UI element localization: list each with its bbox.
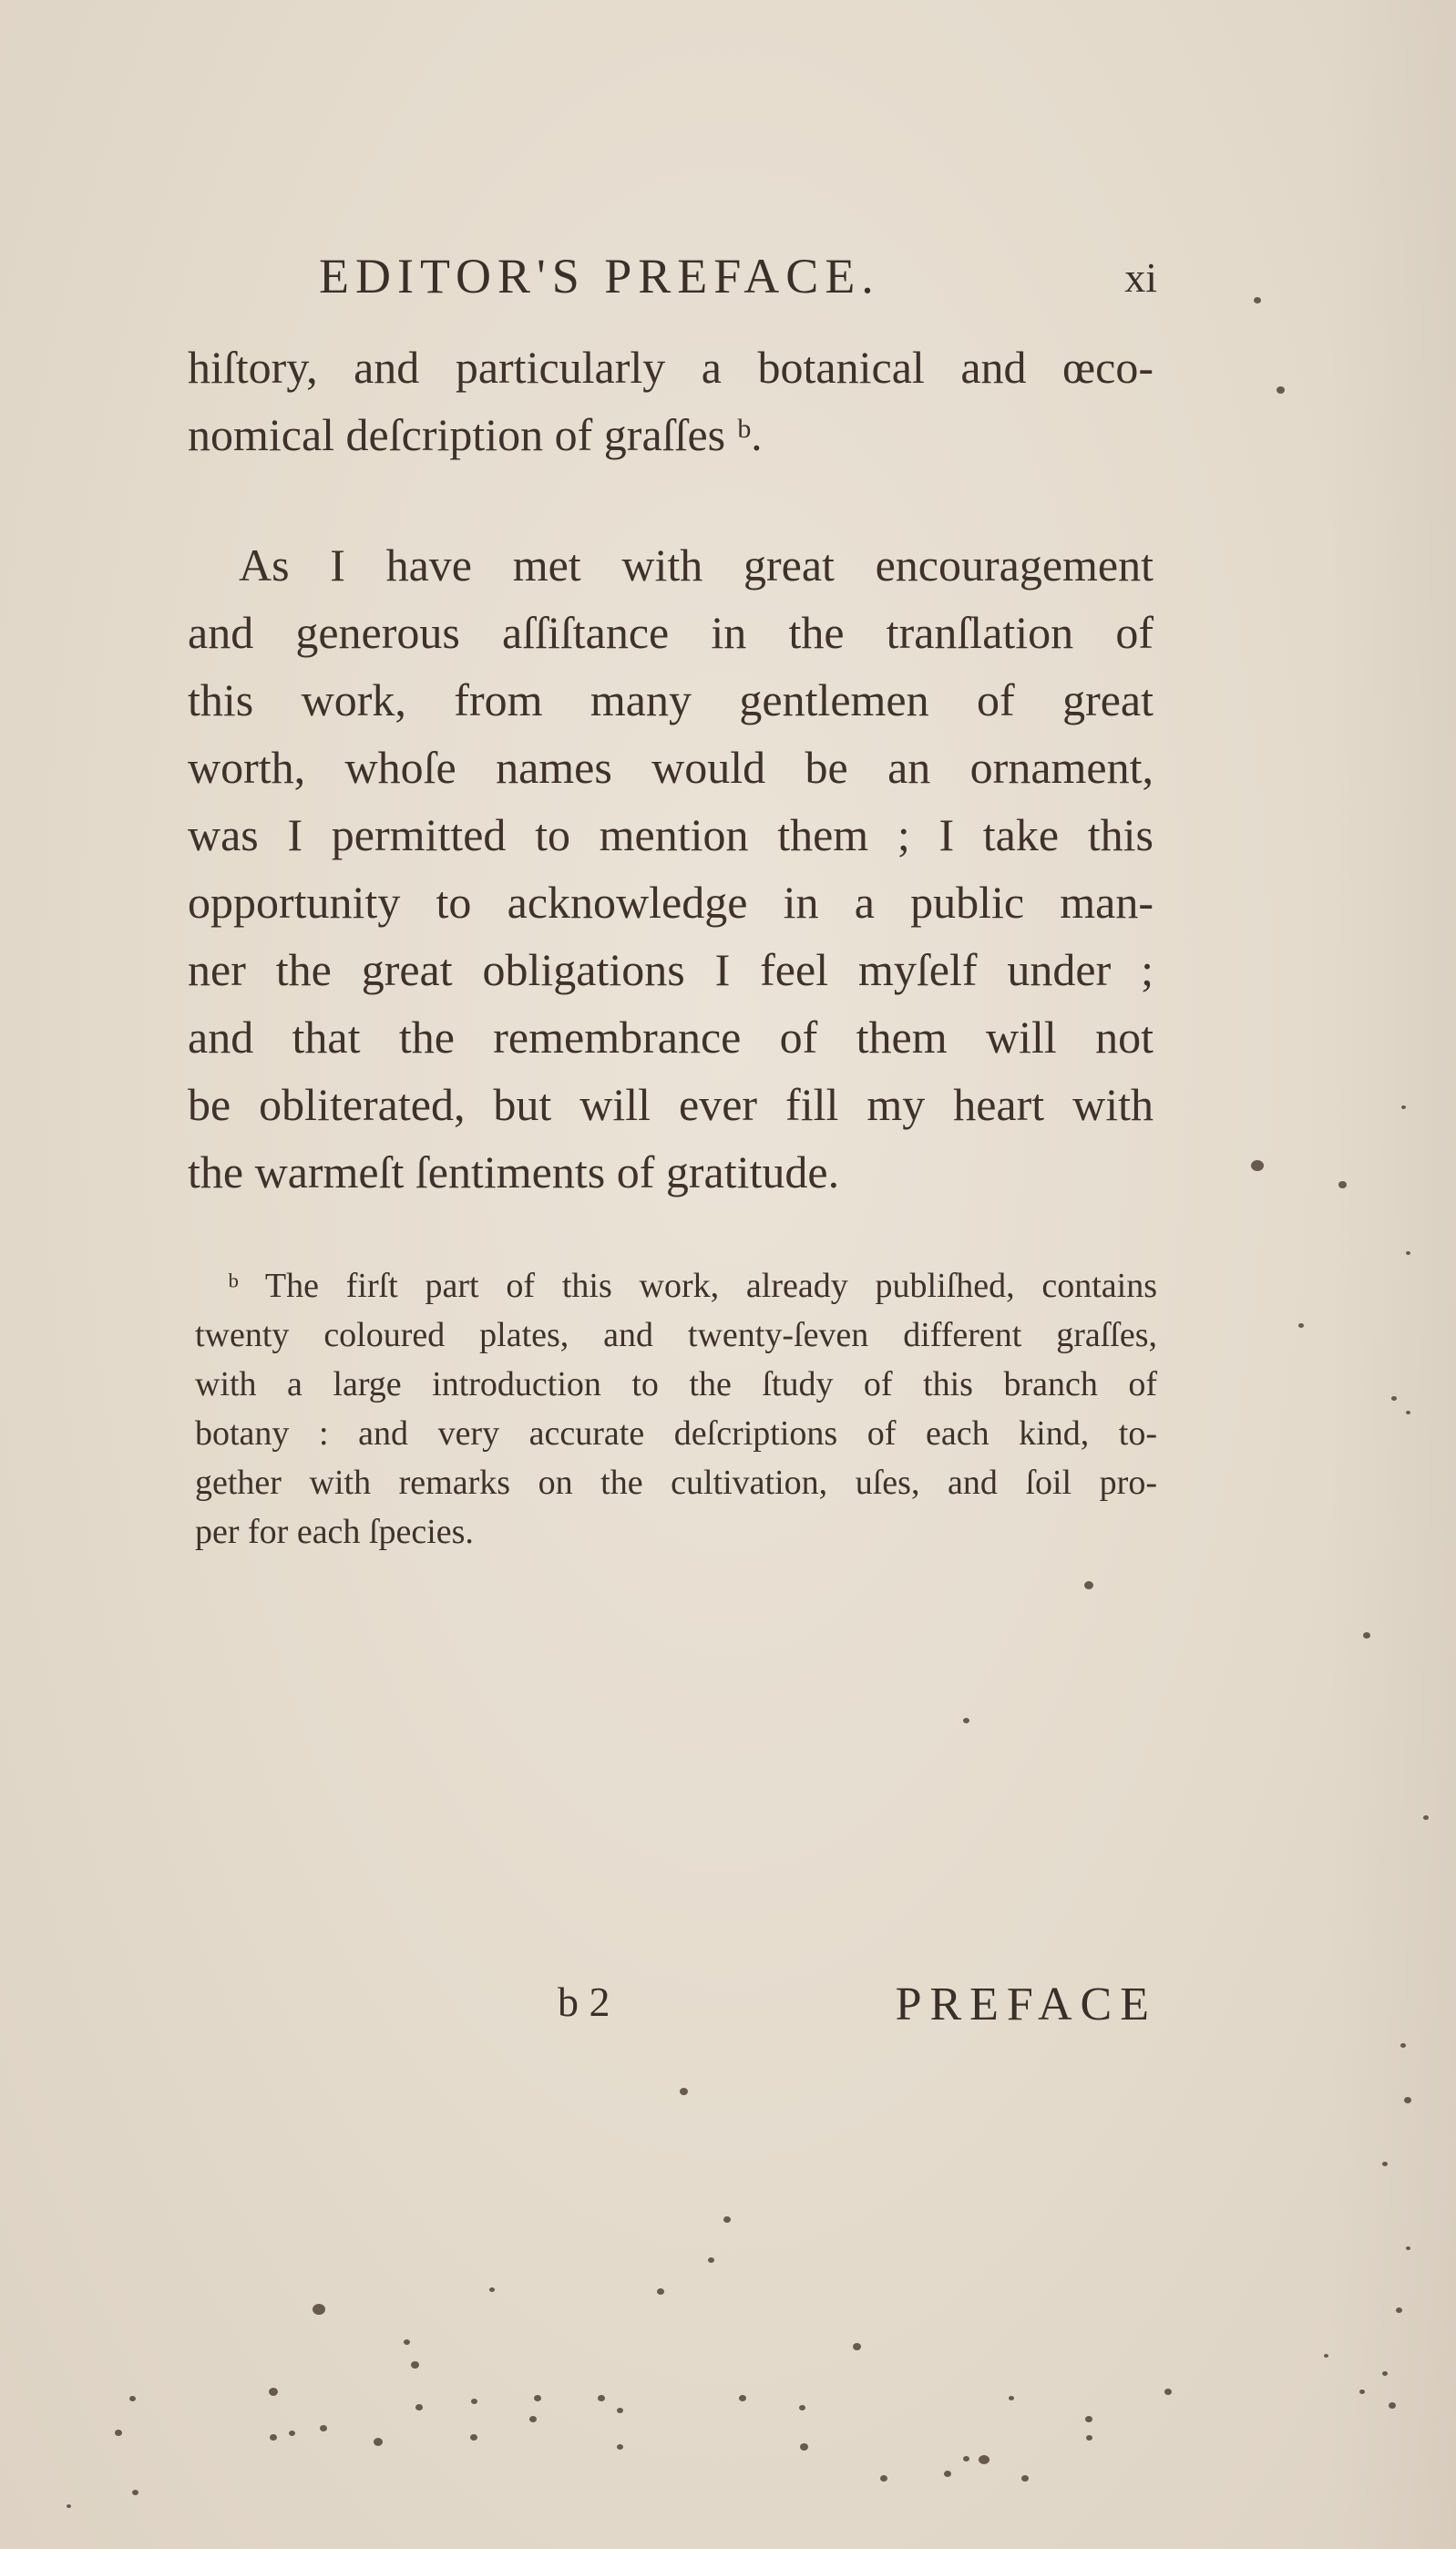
foxing-speck: [598, 2395, 605, 2401]
foxing-speck: [415, 2404, 423, 2410]
foxing-speck: [880, 2475, 887, 2482]
foxing-speck: [129, 2396, 136, 2401]
foxing-speck: [1009, 2396, 1014, 2400]
foxing-speck: [115, 2430, 122, 2436]
catchword: PREFACE: [895, 1979, 1157, 2030]
foxing-speck: [132, 2490, 138, 2495]
text-line: ner the great obligations I feel myſelf under ;: [188, 944, 1154, 995]
page-edge-shade: [1328, 0, 1456, 2549]
foxing-speck: [1298, 1323, 1304, 1328]
foxing-speck: [411, 2361, 419, 2369]
foxing-speck: [657, 2288, 664, 2295]
foxing-speck: [1324, 2354, 1328, 2358]
running-head: [319, 248, 1157, 312]
foxing-speck: [800, 2443, 808, 2451]
foxing-speck: [529, 2416, 537, 2422]
catchline: [558, 1978, 1157, 2041]
running-title: EDITOR'S PREFACE.: [319, 249, 880, 303]
foxing-speck: [799, 2405, 805, 2410]
text-line: the warmeſt ſentiments of gratitude.: [188, 1146, 840, 1197]
foxing-speck: [1164, 2389, 1172, 2395]
foxing-speck: [723, 2216, 731, 2223]
foxing-speck: [708, 2257, 714, 2263]
text-line: As I have met with great encouragement: [239, 540, 1154, 591]
foxing-speck: [470, 2434, 477, 2441]
foxing-speck: [471, 2399, 477, 2404]
text-line: hiſtory, and particularly a botanical and œco-: [188, 342, 1154, 393]
foxing-speck: [489, 2287, 495, 2292]
text-line: worth, whoſe names would be an ornament,: [188, 742, 1154, 793]
foxing-speck: [944, 2471, 951, 2477]
text-line: and generous aſſiſtance in the tranſlation of: [188, 607, 1154, 658]
foxing-speck: [979, 2455, 989, 2464]
text-line: be obliterated, but will ever fill my heart with: [188, 1079, 1154, 1130]
footnote-line: botany : and very accurate deſcriptions of each kind, to-: [195, 1414, 1157, 1453]
foxing-speck: [1021, 2475, 1029, 2482]
foxing-speck: [534, 2395, 541, 2401]
text-line: opportunity to acknowledge in a public man-: [188, 877, 1154, 928]
foxing-speck: [374, 2438, 383, 2446]
foxing-speck: [680, 2088, 688, 2095]
foxing-speck: [1086, 2435, 1092, 2441]
paragraph-continued: [188, 334, 1154, 468]
text-line: this work, from many gentlemen of great: [188, 674, 1154, 725]
text-line: was I permitted to mention them ; I take this: [188, 809, 1154, 860]
foxing-speck: [617, 2444, 623, 2450]
foxing-speck: [289, 2431, 295, 2436]
signature-mark: b 2: [558, 1979, 610, 2025]
paragraph-acknowledgement: [188, 531, 1154, 1206]
foxing-speck: [67, 2504, 71, 2508]
page-number: xi: [1124, 254, 1157, 301]
foxing-speck: [739, 2395, 746, 2401]
foxing-speck: [1254, 297, 1261, 303]
footnote-line: gether with remarks on the cultivation, uſes, and ſoil pro-: [195, 1464, 1157, 1502]
foxing-speck: [963, 1718, 969, 1723]
foxing-speck: [313, 2304, 325, 2315]
footnote-line: per for each ſpecies.: [195, 1513, 474, 1551]
footnote-line: twenty coloured plates, and twenty-ſeven different graſſes,: [195, 1316, 1157, 1354]
foxing-speck: [320, 2425, 327, 2431]
text-line: and that the remembrance of them will not: [188, 1012, 1154, 1063]
foxing-speck: [617, 2408, 623, 2413]
foxing-speck: [1277, 386, 1285, 394]
foxing-speck: [963, 2456, 969, 2462]
foxing-speck: [269, 2388, 278, 2396]
footnote-line: with a large introduction to the ſtudy of this branch of: [195, 1365, 1157, 1403]
foxing-speck: [1085, 2416, 1092, 2422]
foxing-speck: [270, 2434, 277, 2441]
text-line: nomical deſcription of graſſes ᵇ.: [188, 409, 763, 460]
footnote: [195, 1261, 1157, 1557]
foxing-speck: [404, 2339, 410, 2345]
foxing-speck: [1084, 1581, 1093, 1589]
footnote-line: ᵇ The firſt part of this work, already publiſhed, contains: [228, 1267, 1157, 1305]
foxing-speck: [853, 2343, 861, 2350]
foxing-speck: [1251, 1160, 1264, 1171]
